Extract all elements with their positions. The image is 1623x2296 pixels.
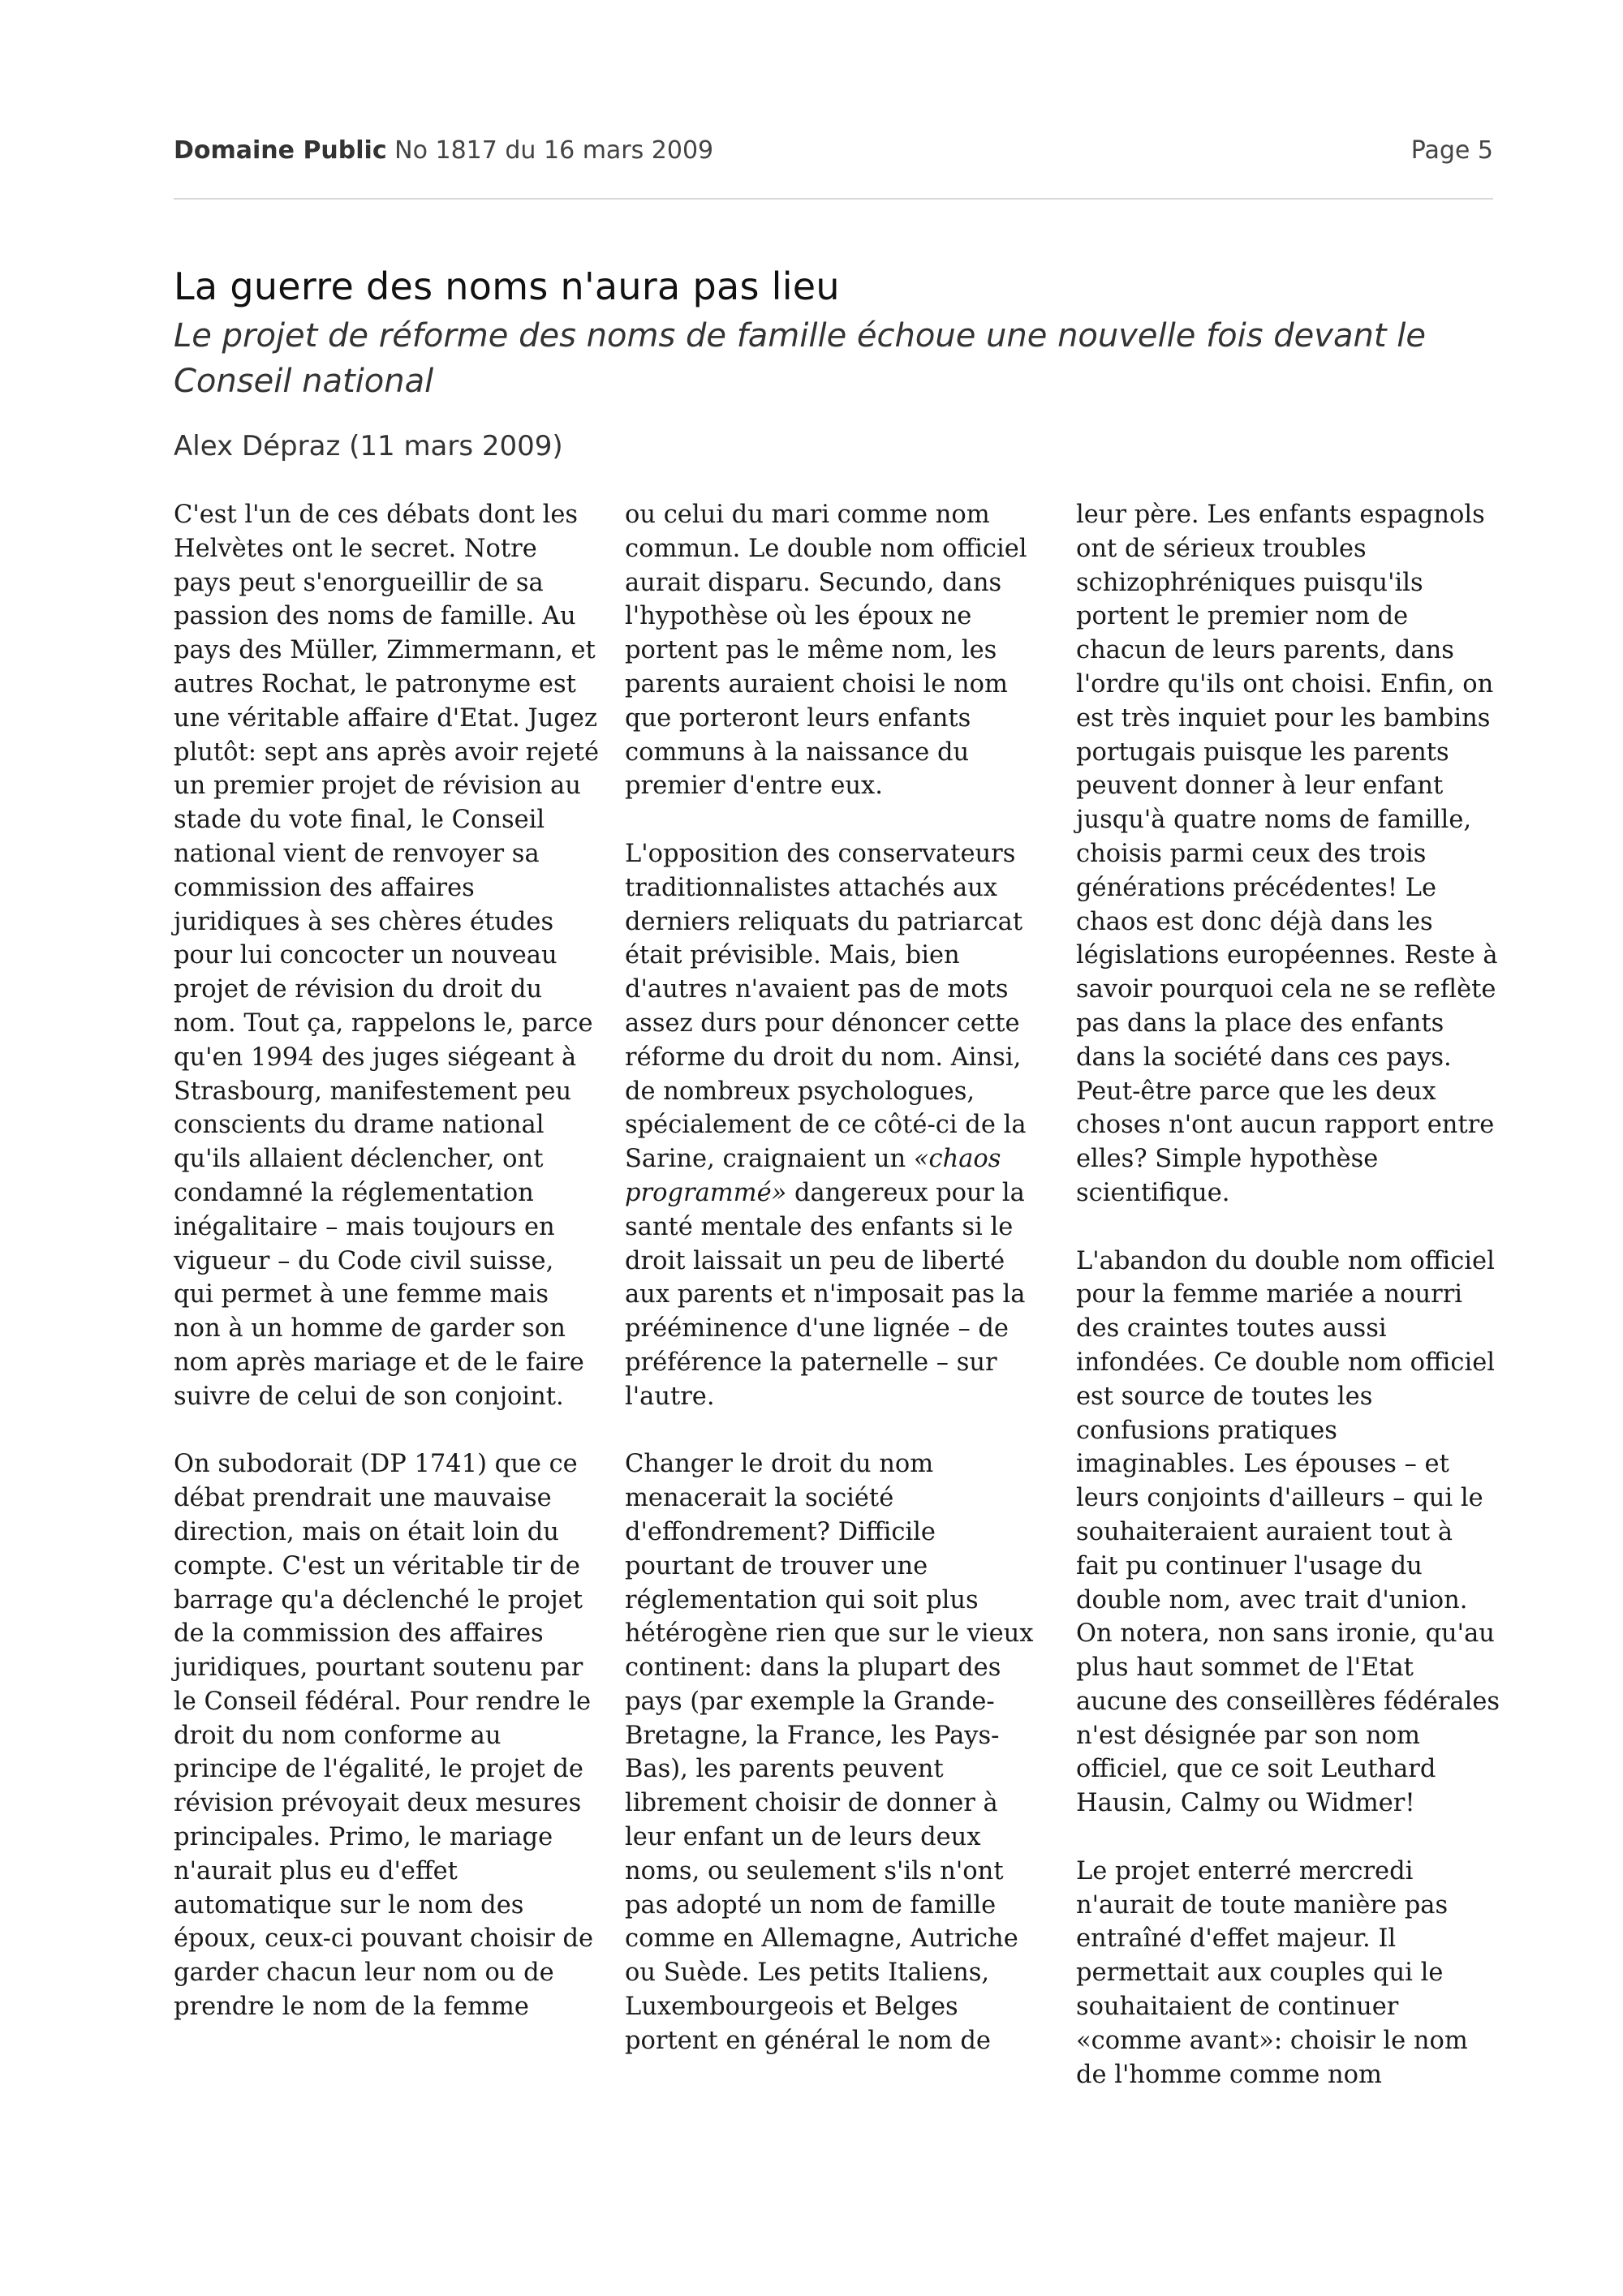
publication-name: Domaine Public: [174, 136, 387, 165]
paragraph: ou celui du mari comme nom commun. Le double nom officiel aurait disparu. Secundo, dans l'hypothèse où les époux ne portent pas le même nom, les parents auraient choisi le nom que porteront leurs enfants communs à la naissance du premier d'entre eux.: [625, 501, 1027, 801]
issue-info: No 1817 du 16 mars 2009: [394, 136, 714, 165]
page-number: Page 5: [1410, 136, 1493, 165]
paragraph: C'est l'un de ces débats dont les Helvètes ont le secret. Notre pays peut s'enorgueillir de sa passion des noms de famille. Au pays des Müller, Zimmermann, et autres Rochat, le patronyme est une véritable affaire d'Etat. Jugez plutôt: sept ans après avoir rejeté un premier projet de révision au stade du vote final, le Conseil national vient de renvoyer sa commission des affaires juridiques à ses chères études pour lui concocter un nouveau projet de révision du droit du nom. Tout ça, rappelons le, parce qu'en 1994 des juges siégeant à Strasbourg, manifestement peu conscients du drame national qu'ils allaient déclencher, ont condamné la réglementation inégalitaire – mais toujours en vigueur – du Code civil suisse, qui permet à une femme mais non à un homme de garder son nom après mariage et de le faire suivre de celui de son conjoint.: [174, 501, 600, 1411]
article-byline: Alex Dépraz (11 mars 2009): [174, 430, 563, 462]
paragraph: Changer le droit du nom menacerait la société d'effondrement? Difficile pourtant de trouver une réglementation qui soit plus hétérogène rien que sur le vieux continent: dans la plupart des pays (par exemple la Grande-Bretagne, la France, les Pays-Bas), les parents peuvent librement choisir de donner à leur enfant un de leurs deux noms, ou seulement s'ils n'ont pas adopté un nom de famille comme en Allemagne, Autriche ou Suède. Les petits Italiens, Luxembourgeois et Belges portent en général le nom de: [625, 1450, 1034, 2055]
article-column-3: [1076, 498, 1502, 2126]
article-column-2: [625, 498, 1051, 2092]
paragraph: [625, 837, 1051, 1414]
paragraph: L'abandon du double nom officiel pour la femme mariée a nourri des craintes toutes aussi infondées. Ce double nom officiel est source de toutes les confusions pratiques imaginables. Les épouses – et leurs conjoints d'ailleurs – qui le souhaiteraient auraient tout à fait pu continuer l'usage du double nom, avec trait d'union. On notera, non sans ironie, qu'au plus haut sommet de l'Etat aucune des conseillères fédérales n'est désignée par son nom officiel, que ce soit Leuthard Hausin, Calmy ou Widmer!: [1076, 1246, 1500, 1818]
paragraph: Le projet enterré mercredi n'aurait de toute manière pas entraîné d'effet majeur. Il permettait aux couples qui le souhaitaient de continuer «comme avant»: choisir le nom de l'homme comme nom: [1076, 1856, 1468, 2089]
text-run: dangereux pour la santé mentale des enfants si le droit laissait un peu de liberté aux parents et n'imposait pas la prééminence d'une lignée – de préférence la paternelle – sur l'autre.: [625, 1178, 1026, 1411]
article-subtitle: Le projet de réforme des noms de famille échoue une nouvelle fois devant le Conseil national: [174, 317, 1426, 400]
article-column-1: [174, 498, 600, 2058]
article-title: La guerre des noms n'aura pas lieu: [174, 264, 840, 308]
quote-emphasis: «chaos programmé»: [625, 1145, 1001, 1207]
header-divider: [174, 198, 1493, 200]
page-header: [174, 136, 1493, 169]
paragraph: leur père. Les enfants espagnols ont de sérieux troubles schizophréniques puisqu'ils portent le premier nom de chacun de leurs parents, dans l'ordre qu'ils ont choisi. Enfin, on est très inquiet pour les bambins portugais puisque les parents peuvent donner à leur enfant jusqu'à quatre noms de famille, choisis parmi ceux des trois générations précédentes! Le chaos est donc déjà dans les législations européennes. Reste à savoir pourquoi cela ne se reflète pas dans la place des enfants dans la société dans ces pays. Peut-être parce que les deux choses n'ont aucun rapport entre elles? Simple hypothèse scientifique.: [1076, 501, 1498, 1207]
text-run: L'opposition des conservateurs traditionnalistes attachés aux derniers reliquats du patriarcat était prévisible. Mais, bien d'autres n'avaient pas de mots assez durs pour dénoncer cette réforme du droit du nom. Ainsi, de nombreux psychologues, spécialement de ce côté-ci de la Sarine, craignaient un: [625, 839, 1027, 1174]
paragraph: On subodorait (DP 1741) que ce débat prendrait une mauvaise direction, mais on était loin du compte. C'est un véritable tir de barrage qu'a déclenché le projet de la commission des affaires juridiques, pourtant soutenu par le Conseil fédéral. Pour rendre le droit du nom conforme au principe de l'égalité, le projet de révision prévoyait deux mesures principales. Primo, le mariage n'aurait plus eu d'effet automatique sur le nom des époux, ceux-ci pouvant choisir de garder chacun leur nom ou de prendre le nom de la femme: [174, 1450, 594, 2022]
